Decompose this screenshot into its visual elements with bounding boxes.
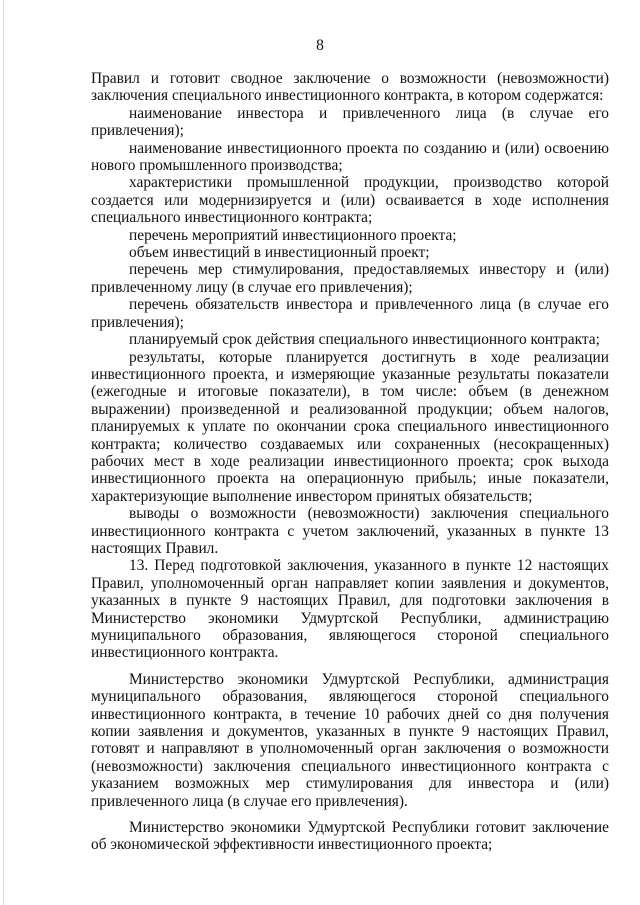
paragraph-clause-13: 13. Перед подготовкой заключения, указанного в пункте 12 настоящих Правил, уполномоченный орган направляет копии заявления и документов, указанных в пункте 9 настоящих Правил, для подготовки заключения в Министерство экономики Удмуртской Республики, администрацию муниципального образования, являющегося стороной специального инвестиционного контракта. bbox=[91, 557, 609, 662]
list-item-conclusions: выводы о возможности (невозможности) заключения специального инвестиционного контракта с учетом заключений, указанных в пункте 13 настоящих Правил. bbox=[91, 505, 609, 557]
page-number: 8 bbox=[316, 37, 324, 54]
list-item-obligations: перечень обязательств инвестора и привлеченного лица (в случае его привлечения); bbox=[91, 296, 609, 331]
list-item-expected-results: результаты, которые планируется достигнуть в ходе реализации инвестиционного проекта, и измеряющие указанные результаты показатели (ежегодные и итоговые показатели), в том числе: объем (в денежном выражении) произведенной и реализованной продукции; объем налогов, планируемых к уплате по окончании срока специального инвестиционного контракта; количество создаваемых или сохраненных (несокращенных) рабочих мест в ходе реализации инвестиционного проекта; срок выхода инвестиционного проекта на операционную прибыль; иные показатели, характеризующие выполнение инвестором принятых обязательств; bbox=[91, 348, 609, 505]
list-item-investor-name: наименование инвестора и привлеченного лица (в случае его привлечения); bbox=[91, 104, 609, 140]
paragraph-intro: Правил и готовит сводное заключение о возможности (невозможности) заключения специального инвестиционного контракта, в котором содержатся: bbox=[91, 70, 609, 105]
paragraph-ministry-and-administration: Министерство экономики Удмуртской Республики, администрация муниципального образования, являющегося стороной специального инвестиционного контракта, в течение 10 рабочих дней со дня получения копии заявления и документов, указанных в пункте 9 настоящих Правил, готовят и направляют в уполномоченный орган заключения о возможности (невозможности) заключения специального инвестиционного контракта с указанием возможных мер стимулирования для инвестора и (или) привлеченного лица (в случае его привлечения). bbox=[91, 670, 609, 810]
scan-edge-mark bbox=[3, 0, 4, 905]
document-body bbox=[91, 70, 609, 854]
list-item-incentive-measures: перечень мер стимулирования, предоставляемых инвестору и (или) привлеченному лицу (в случае его привлечения); bbox=[91, 261, 609, 296]
list-item-product-characteristics: характеристики промышленной продукции, производство которой создается или модернизируется и (или) осваивается в ходе исполнения специального инвестиционного контракта; bbox=[91, 174, 609, 227]
list-item-project-name: наименование инвестиционного проекта по созданию и (или) освоению нового промышленного производства; bbox=[91, 139, 609, 175]
list-item-investment-volume: объем инвестиций в инвестиционный проект; bbox=[129, 244, 430, 262]
paragraph-ministry-efficiency: Министерство экономики Удмуртской Республики готовит заключение об экономической эффективности инвестиционного проекта; bbox=[91, 819, 609, 854]
list-item-contract-term: планируемый срок действия специального инвестиционного контракта; bbox=[129, 331, 600, 349]
list-item-project-activities: перечень мероприятий инвестиционного проекта; bbox=[129, 226, 457, 244]
